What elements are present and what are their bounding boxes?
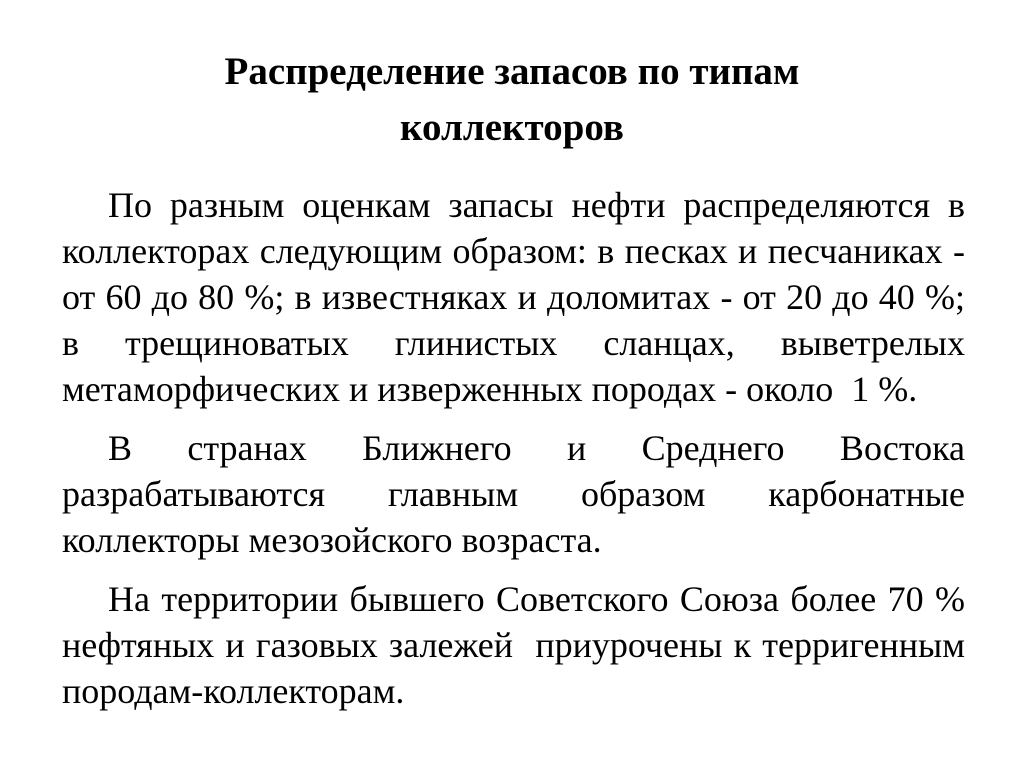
paragraph-middle-east: В странах Ближнего и Среднего Востока разрабатываются главным образом карбонатные коллекторы мезозойского возраста. [62,428,974,560]
paragraph-reserves-distribution: По разным оценкам запасы нефти распределяются в коллекторах следующим образом: в песках и песчаниках - от 60 до 80 %; в известняках и доломитах - от 20 до 40 %; в трещиноватых глинистых сланцах, выветрелых метаморфических и изверженных породах - около 1 %. [62,185,974,409]
slide-title: Распределение запасов по типам коллекторов [224,50,800,149]
paragraph-former-ussr: На территории бывшего Советского Союза более 70 % нефтяных и газовых залежей приурочены к терригенным породам-коллекторам. [62,579,974,711]
slide-body [62,182,974,727]
